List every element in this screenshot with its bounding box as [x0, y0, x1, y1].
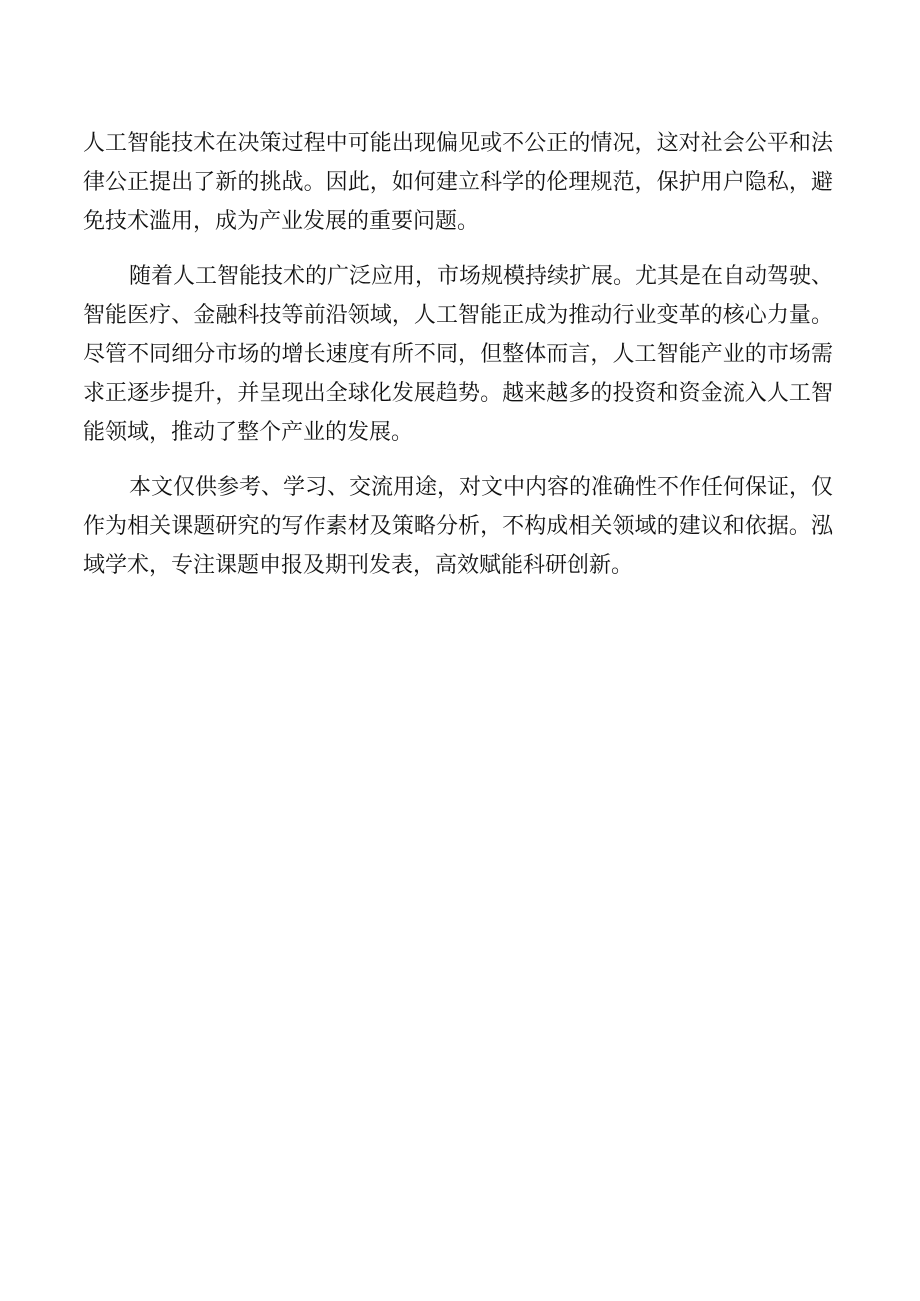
document-body [83, 124, 833, 601]
paragraph-ai-ethics-continuation: 人工智能技术在决策过程中可能出现偏见或不公正的情况，这对社会公平和法律公正提出了新的挑战。因此，如何建立科学的伦理规范，保护用户隐私，避免技术滥用，成为产业发展的重要问题。 [83, 131, 833, 234]
paragraph-disclaimer: 本文仅供参考、学习、交流用途，对文中内容的准确性不作任何保证，仅作为相关课题研究的写作素材及策略分析，不构成相关领域的建议和依据。泓域学术，专注课题申报及期刊发表，高效赋能科研创新。 [83, 475, 834, 578]
paragraph-market-expansion: 随着人工智能技术的广泛应用，市场规模持续扩展。尤其是在自动驾驶、智能医疗、金融科技等前沿领域，人工智能正成为推动行业变革的核心力量。尽管不同细分市场的增长速度有所不同，但整体而言，人工智能产业的市场需求正逐步提升，并呈现出全球化发展趋势。越来越多的投资和资金流入人工智能领域，推动了整个产业的发展。 [83, 264, 834, 445]
